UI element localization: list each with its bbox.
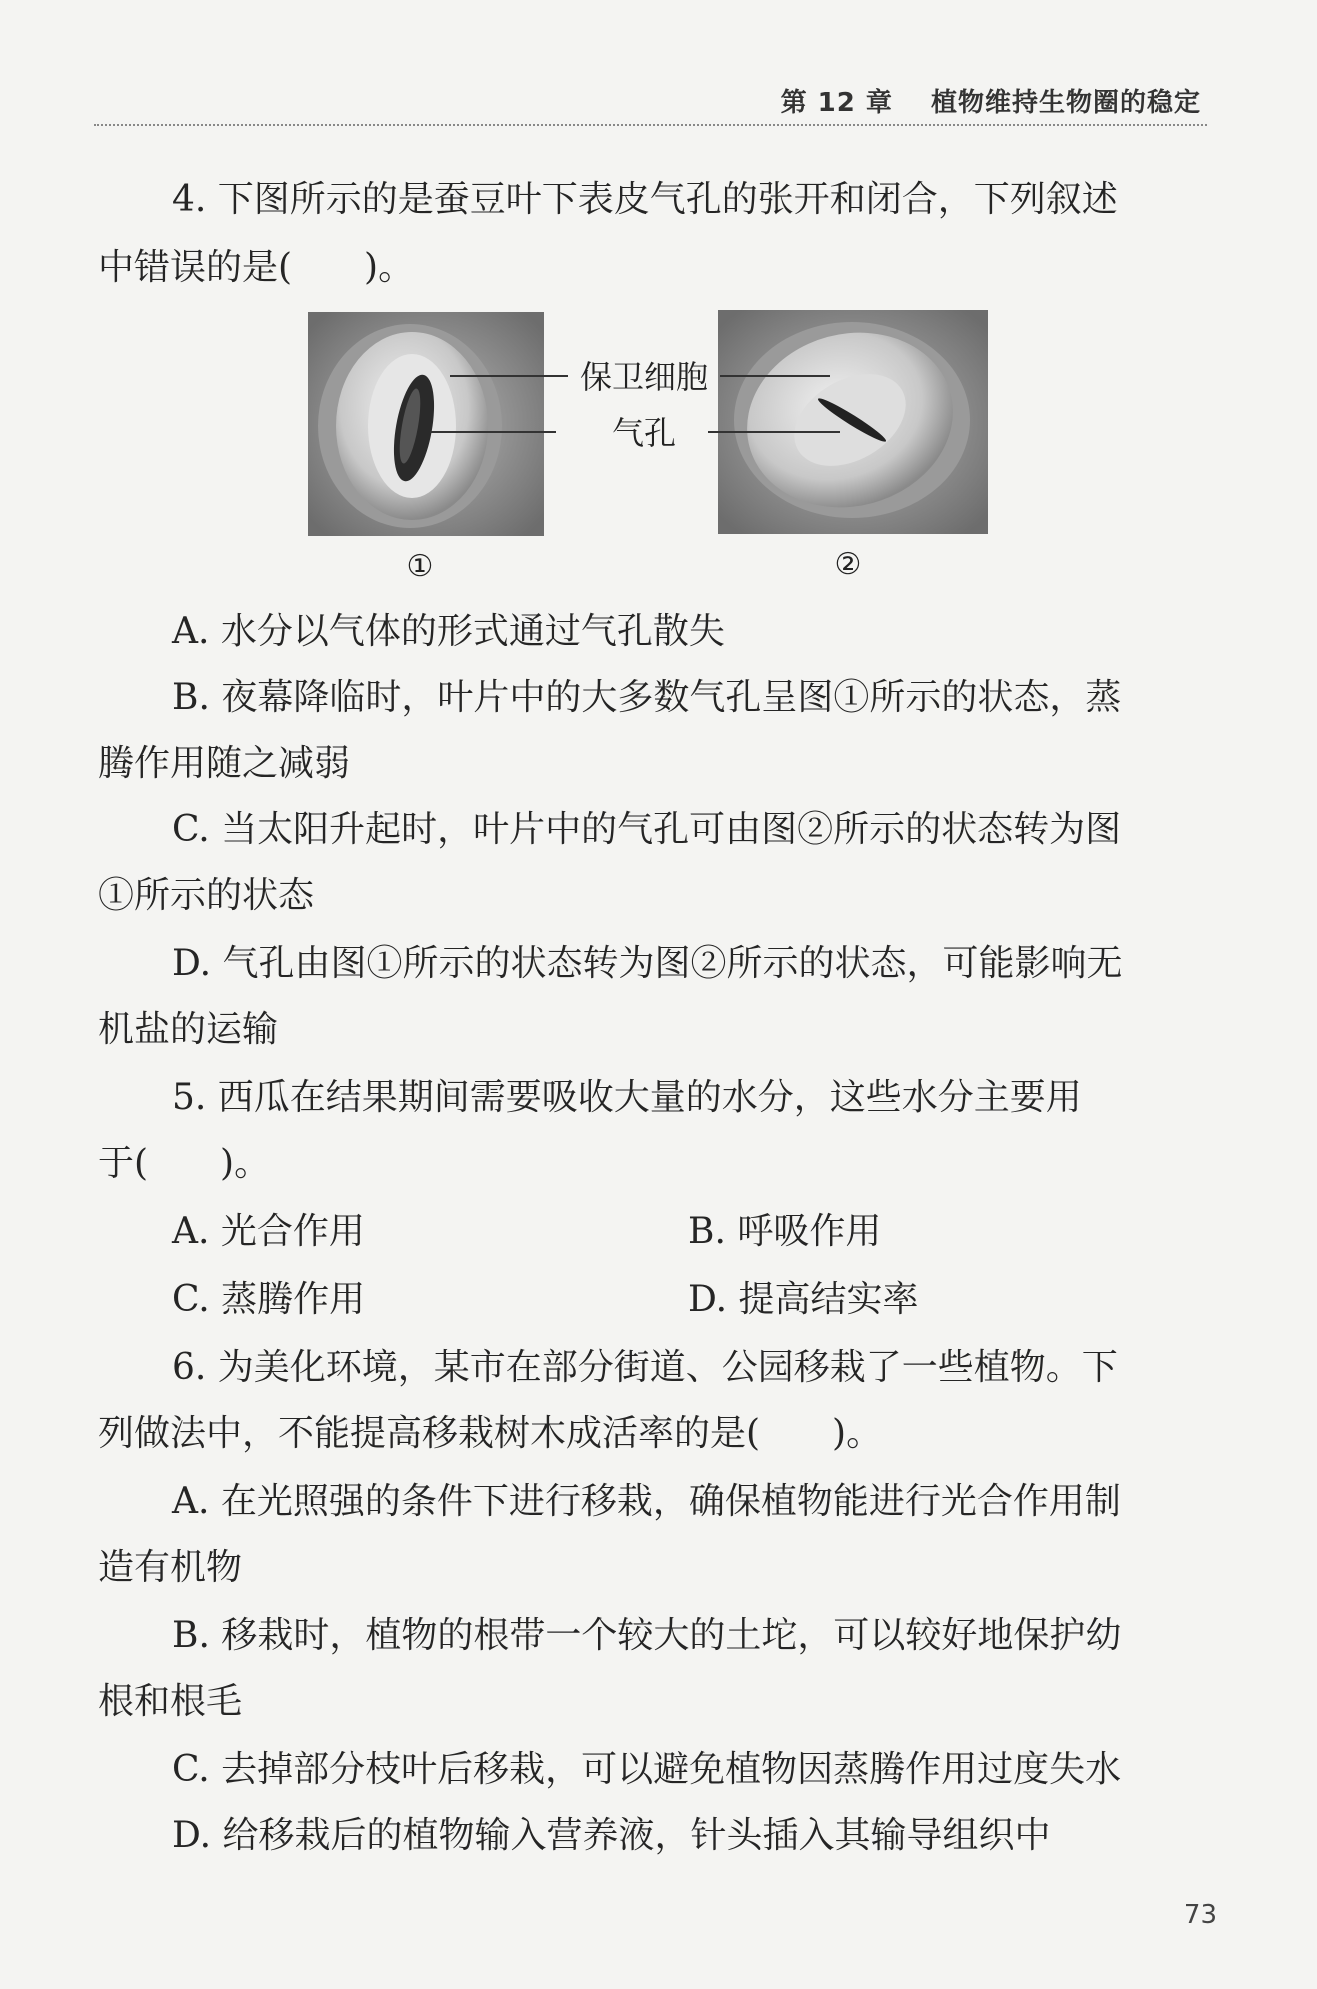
q4-stem-line2: 中错误的是( )。 [98,247,415,288]
q6-option-d: D. 给移栽后的植物输入营养液，针头插入其输导组织中 [172,1815,1051,1856]
q4-option-c-line2: ①所示的状态 [98,875,315,916]
q4-option-a: A. 水分以气体的形式通过气孔散失 [172,611,725,652]
q6-option-b-line1: B. 移栽时，植物的根带一个较大的土坨，可以较好地保护幼 [172,1615,1122,1656]
q6-option-a-line1: A. 在光照强的条件下进行移栽，确保植物能进行光合作用制 [172,1481,1121,1522]
header-divider [94,124,1207,126]
caption-figure-1: ① [406,549,434,584]
q5-option-d: D. 提高结实率 [688,1279,919,1320]
page-number: 73 [1183,1900,1217,1930]
q5-stem-line2: 于( )。 [98,1143,271,1184]
q6-option-a-line2: 造有机物 [98,1547,243,1588]
caption-figure-2: ② [834,547,862,582]
label-guard-cell: 保卫细胞 [579,358,709,396]
micrograph-open-stoma [308,312,544,536]
chapter-title: 植物维持生物圈的稳定 [930,88,1201,118]
chapter-number: 第 12 章 [780,88,893,118]
q5-stem-line1: 5. 西瓜在结果期间需要吸收大量的水分，这些水分主要用 [172,1077,1082,1118]
q6-stem-line1: 6. 为美化环境，某市在部分街道、公园移栽了一些植物。下 [172,1347,1118,1388]
q6-stem-line2: 列做法中，不能提高移栽树木成活率的是( )。 [98,1413,883,1454]
q6-option-c: C. 去掉部分枝叶后移栽，可以避免植物因蒸腾作用过度失水 [172,1749,1122,1790]
q4-option-d-line2: 机盐的运输 [98,1009,279,1050]
q4-stem-line1: 4. 下图所示的是蚕豆叶下表皮气孔的张开和闭合，下列叙述 [172,179,1118,220]
stomata-figure [300,308,1000,586]
running-header [781,82,1201,119]
label-stoma: 气孔 [611,414,677,452]
q5-option-b: B. 呼吸作用 [688,1211,882,1252]
q4-option-b-line1: B. 夜幕降临时，叶片中的大多数气孔呈图①所示的状态，蒸 [172,677,1122,718]
micrograph-closed-stoma [718,310,988,534]
q5-option-a: A. 光合作用 [172,1211,365,1252]
q6-option-b-line2: 根和根毛 [98,1681,243,1722]
q4-option-b-line2: 腾作用随之减弱 [98,743,351,784]
q5-option-c: C. 蒸腾作用 [172,1279,366,1320]
q4-option-d-line1: D. 气孔由图①所示的状态转为图②所示的状态，可能影响无 [172,943,1123,984]
q4-option-c-line1: C. 当太阳升起时，叶片中的气孔可由图②所示的状态转为图 [172,809,1122,850]
